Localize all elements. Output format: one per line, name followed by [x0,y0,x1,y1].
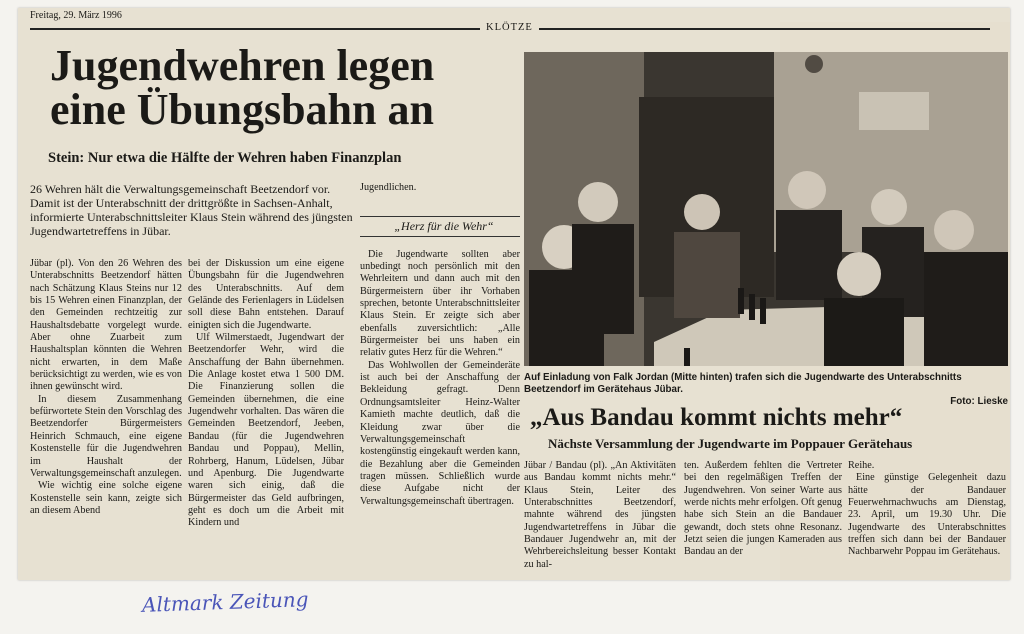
paragraph: ten. Außerdem fehlten die Vertreter bei den regelmäßigen Treffen der Jugendwehren. Von seiner Warte aus werde nichts mehr erfolgen. Oft genug habe sich Stein an die Bandauer gewandt, doch stets ohne Resonanz. Jetzt seien die jungen Kameraden aus Bandau an der [684,460,842,558]
caption-text: Auf Einladung von Falk Jordan (Mitte hinten) trafen sich die Jugendwarte des Unterabschnitts Beetzendorf im Gerätehaus Jübar. [524,372,962,395]
article2-column-2 [684,460,842,559]
article-subhead: Stein: Nur etwa die Hälfte der Wehren haben Finanzplan [48,150,402,166]
article2-column-3 [848,460,1006,559]
article-lede: 26 Wehren hält die Verwaltungsgemeinschaft Beetzendorf vor. Damit ist der Unterabschnitt der drittgrößte in Sachsen-Anhalt, informierte Unterabschnittsleiter Klaus Stein während des jüngsten Jugendwartetreffens in Jübar. [30,182,353,238]
article2-headline: „Aus Bandau kommt nichts mehr“ [530,404,903,431]
paragraph: Jübar (pl). Von den 26 Wehren des Unterabschnitts Beetzendorf hätten nach Schätzung Klaus Steins nur 12 bis 15 Wehren einen Finanzplan, der den Gemeinden rechtzeitig zur Haushaltsdebatte vorgelegt wurde. Aber ohne Zuarbeit zum Haushaltsplan könnten die Wehren nicht erwarten, in dem Maße berücksichtigt zu werden, wie es von ihnen gewünscht wird. [30,258,182,393]
section-name: KLÖTZE [480,22,539,33]
photo-credit: Foto: Lieske [950,396,1008,407]
group-photo [524,52,1008,366]
article-headline: Jugendwehren legen eine Übungsbahn an [50,41,435,134]
paragraph: Jugendlichen. [360,182,417,193]
paragraph: In diesem Zusammenhang befürwortete Stein den Vorschlag des Beetzendorfer Bürgermeisters Heinrich Schmauch, eine eigene Kostenstelle für die Jugendwehren im Haushalt der Verwaltungsgemeinschaft anzulegen. [30,393,182,479]
paragraph: Eine günstige Gelegenheit dazu hätte der Bandauer Feuerwehrnachwuchs am Dienstag, 23. April, um 19.30 Uhr. Die Jugendwarte des Unterabschnittes treffen sich dann bei der Bandauer Nachbarwehr Poppau im Gerätehaus. [848,472,1006,558]
handwritten-source-note: Altmark Zeitung [141,587,309,617]
article-subtitle: „Herz für die Wehr“ [360,216,520,236]
paragraph: bei der Diskussion um eine eigene Übungsbahn für die Jugendwehren des Unterabschnitts. Auf dem Gelände des Ferienlagers in Lüdelsen soll diese Bahn entstehen. Darauf einigten sich die Jugendwarte. [188,258,344,331]
paragraph: Jübar / Bandau (pl). „An Aktivitäten aus Bandau kommt nichts mehr.“ Klaus Stein, Leiter des Unterabschnittes Beetzendorf, mahnte während des jüngsten Jugendwartetreffens in Jübar die Bandauer Jugendwehr an, mit der Wehrbereichsleitung besser Kontakt zu hal- [524,460,676,570]
article-column-1 [30,258,182,517]
paragraph: Das Wohlwollen der Gemeinderäte ist auch bei der Anschaffung der Bekleidung gefragt. Denn Ordnungsamtsleiter Heinz-Walter Kamieth machte deutlich, daß die Kleidung zwar über die Verwaltungsgemeinschaft kostengünstig eingekauft werden kann, die Bezahlung aber die Gemeinden tragen müssen. Schließlich wurde diese Aufgabe nicht der Verwaltungsgemeinschaft übertragen. [360,359,520,507]
article2-column-1 [524,460,676,571]
issue-date: Freitag, 29. März 1996 [30,10,122,21]
photo-caption [524,372,1008,408]
paragraph: Ulf Wilmerstaedt, Jugendwart der Beetzendorfer Wehr, wird die Anschaffung der Bahn übernehmen. Die Anlage kostet etwa 1 500 DM. Die Finanzierung sollen die Gemeinden übernehmen, die eine Jugendwehr vorhalten. Das wären die Gemeinden Beetzendorf, Jeeben, Bandau (für die Jugendwehren Bandau und Poppau), Mellin, Rohrberg, Hanum, Lüdelsen, Jübar und Apenburg. Die Jugendwarte waren sich einig, daß die Bürgermeister das Geld aufbringen, geht es doch um die Arbeit mit Kindern und [188,332,344,529]
article-column-2 [188,258,344,530]
paragraph: Reihe. [848,460,875,471]
article-column-3 [360,182,520,508]
paragraph: Wie wichtig eine solche eigene Kostenstelle sein kann, zeigte sich an diesem Abend [30,480,182,516]
paragraph: Die Jugendwarte sollten aber unbedingt noch persönlich mit den Wehrleitern und dann auch mit den Bürgermeistern über ihr Vorhaben sprechen, betonte Unterabschnittsleiter Klaus Stein. Er zeigte sich aber ebenfalls zuversichtlich: „Alle Bürgermeister bei uns haben ein relativ gutes Herz für die Wehren.“ [360,248,520,359]
article2-subhead: Nächste Versammlung der Jugendwarte im Poppauer Gerätehaus [548,436,913,451]
